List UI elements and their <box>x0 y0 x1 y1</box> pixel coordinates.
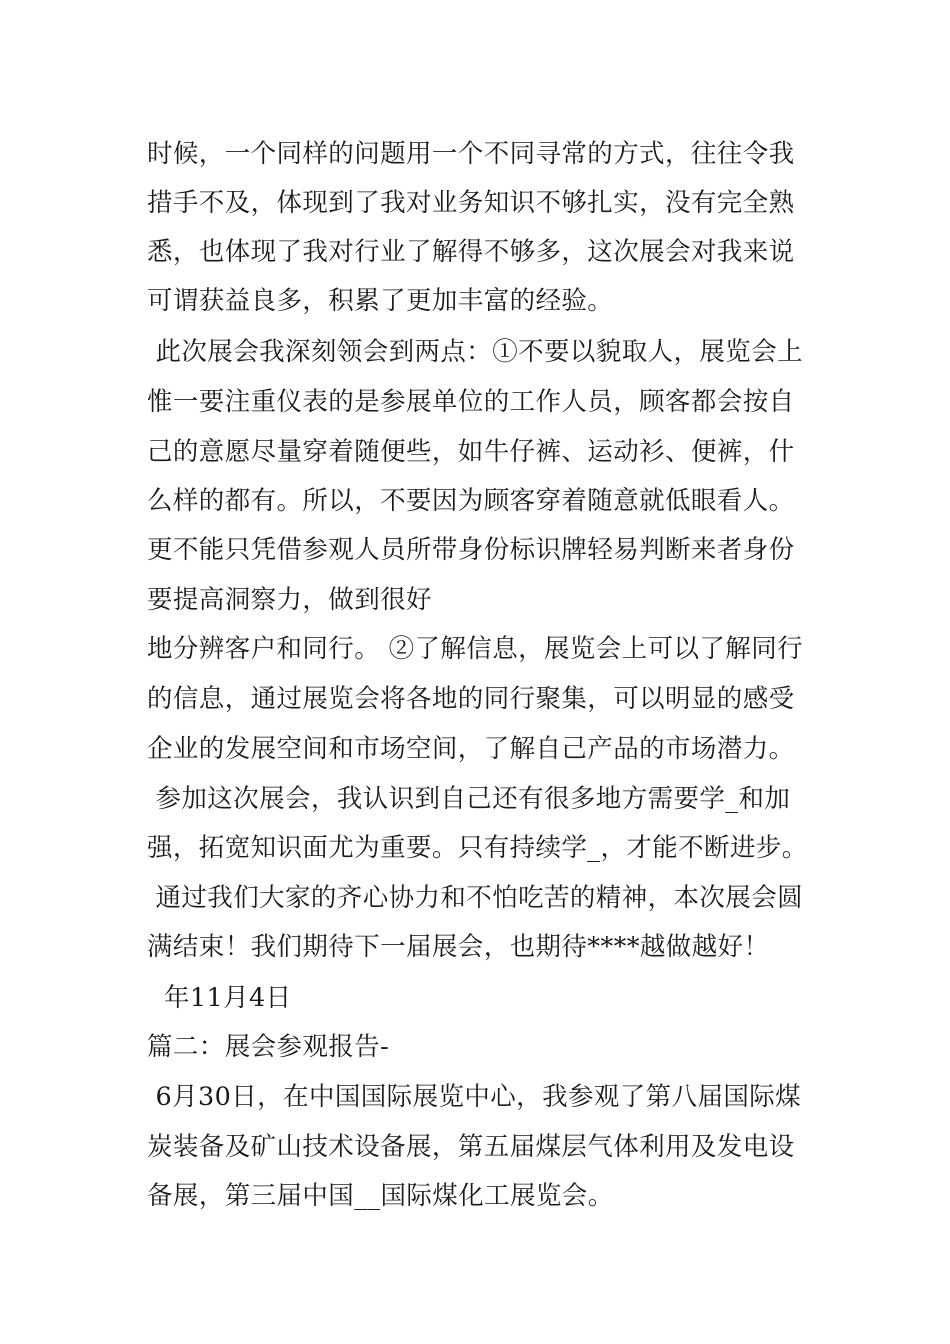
text-line: 6月30日，在中国国际展览中心，我参观了第八届国际煤 <box>147 1082 802 1112</box>
text-line: 悉，也体现了我对行业了解得不够多，这次展会对我来说 <box>147 237 795 267</box>
text-line: 参加这次展会，我认识到自己还有很多地方需要学_和加 <box>147 784 791 814</box>
text-line: 满结束！我们期待下一届展会，也期待****越做越好！ <box>147 932 770 962</box>
text-line: 通过我们大家的齐心协力和不怕吃苦的精神，本次展会圆 <box>147 883 804 913</box>
text-line: 措手不及，体现到了我对业务知识不够扎实，没有完全熟 <box>147 188 795 218</box>
text-line: 更不能只凭借参观人员所带身份标识牌轻易判断来者身份 <box>147 535 795 565</box>
text-line: 己的意愿尽量穿着随便些，如牛仔裤、运动衫、便裤，什 <box>147 437 795 467</box>
text-line: 地分辨客户和同行。 ②了解信息，展览会上可以了解同行 <box>147 634 804 664</box>
text-line: 要提高洞察力，做到很好 <box>147 585 432 615</box>
text-line: 备展，第三届中国__国际煤化工展览会。 <box>147 1181 614 1211</box>
text-line: 么样的都有。所以，不要因为顾客穿着随意就低眼看人。 <box>147 486 795 516</box>
section-heading: 篇二：展会参观报告- <box>147 1032 390 1062</box>
text-line: 此次展会我深刻领会到两点：①不要以貌取人，展览会上 <box>147 337 804 367</box>
text-line: 炭装备及矿山技术设备展，第五届煤层气体利用及发电设 <box>147 1132 795 1162</box>
text-line: 惟一要注重仪表的是参展单位的工作人员，顾客都会按自 <box>147 387 795 417</box>
text-line: 可谓获益良多，积累了更加丰富的经验。 <box>147 286 614 316</box>
date-line: 年11月4日 <box>147 983 292 1013</box>
text-line: 的信息，通过展览会将各地的同行聚集，可以明显的感受 <box>147 684 795 714</box>
text-line: 时候，一个同样的问题用一个不同寻常的方式，往往令我 <box>147 139 795 169</box>
text-line: 强，拓宽知识面尤为重要。只有持续学_，才能不断进步。 <box>147 833 808 863</box>
text-line: 企业的发展空间和市场空间，了解自己产品的市场潜力。 <box>147 734 795 764</box>
